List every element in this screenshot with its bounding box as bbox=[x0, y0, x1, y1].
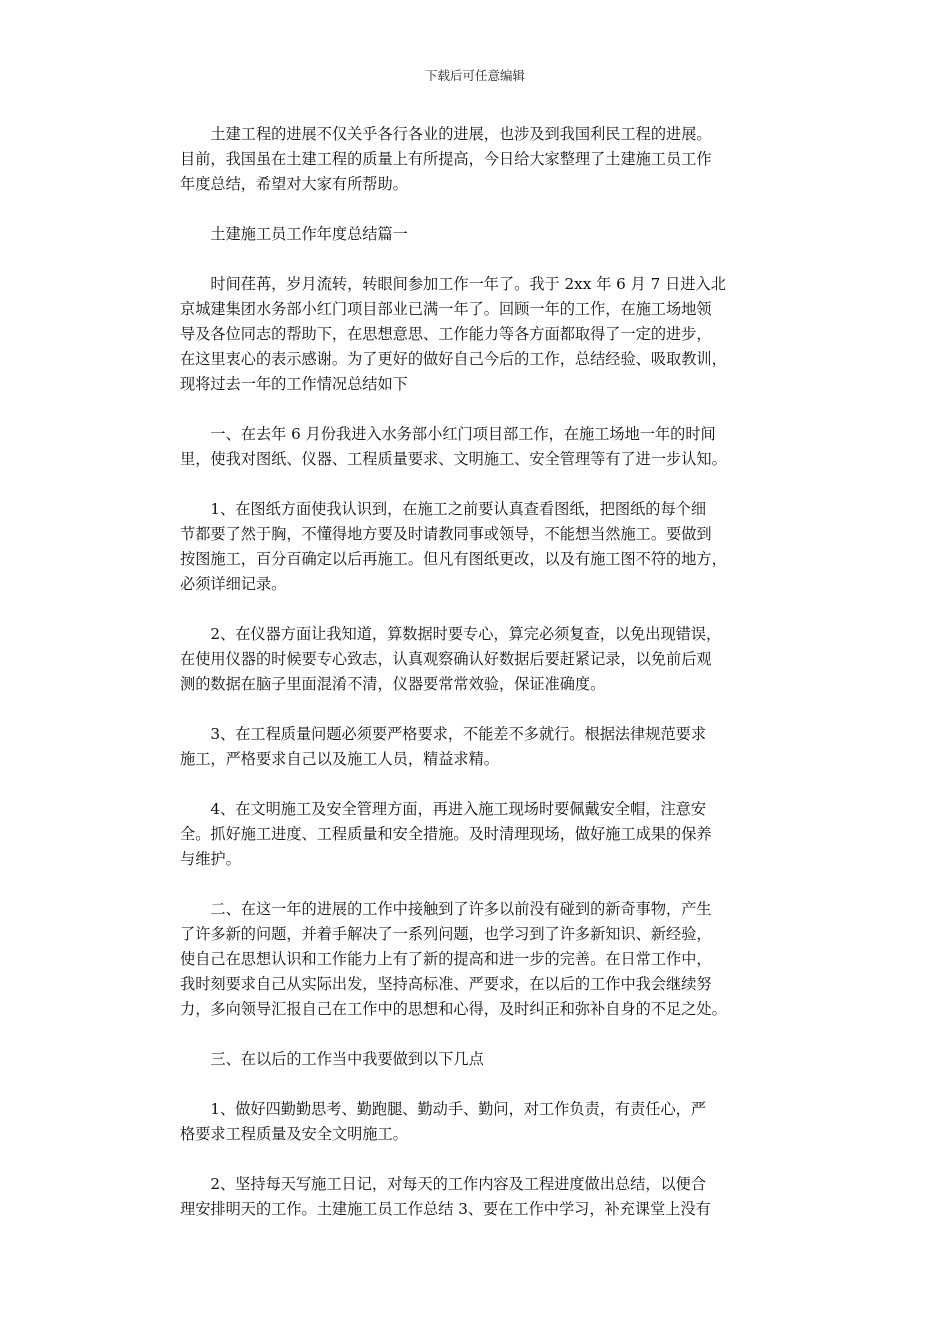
page-header bbox=[0, 68, 950, 84]
text-line: 必须详细记录。 bbox=[180, 575, 287, 593]
text-line: 二、在这一年的进展的工作中接触到了许多以前没有碰到的新奇事物，产生 bbox=[180, 900, 712, 918]
text-line: 节都要了然于胸，不懂得地方要及时请教同事或领导，不能想当然施工。要做到 bbox=[180, 525, 712, 543]
paragraph bbox=[180, 422, 780, 472]
text-line: 年度总结，希望对大家有所帮助。 bbox=[180, 175, 408, 193]
paragraph bbox=[180, 722, 780, 772]
text-line: 我时刻要求自己从实际出发，坚持高标准、严要求，在以后的工作中我会继续努 bbox=[180, 975, 712, 993]
paragraph bbox=[180, 797, 780, 872]
text-line: 1、做好四勤勤思考、勤跑腿、勤动手、勤问，对工作负责，有责任心，严 bbox=[180, 1100, 707, 1118]
text-line: 测的数据在脑子里面混淆不清，仪器要常常效验，保证准确度。 bbox=[180, 675, 606, 693]
text-line: 现将过去一年的工作情况总结如下 bbox=[180, 375, 408, 393]
text-line: 格要求工程质量及安全文明施工。 bbox=[180, 1125, 408, 1143]
text-line: 在使用仪器的时候要专心致志，认真观察确认好数据后要赶紧记录，以免前后观 bbox=[180, 650, 712, 668]
text-line: 在这里衷心的表示感谢。为了更好的做好自己今后的工作，总结经验、吸取教训， bbox=[180, 350, 727, 368]
text-line: 时间荏苒，岁月流转，转眼间参加工作一年了。我于 2xx 年 6 月 7 日进入北 bbox=[180, 275, 726, 293]
text-line: 按图施工，百分百确定以后再施工。但凡有图纸更改，以及有施工图不符的地方， bbox=[180, 550, 727, 568]
text-line: 力，多向领导汇报自己在工作中的思想和心得，及时纠正和弥补自身的不足之处。 bbox=[180, 1000, 727, 1018]
text-line: 理安排明天的工作。土建施工员工作总结 3、要在工作中学习，补充课堂上没有 bbox=[180, 1200, 711, 1218]
text-line: 与维护。 bbox=[180, 850, 241, 868]
section-heading bbox=[180, 222, 780, 247]
paragraph bbox=[180, 897, 780, 1022]
text-line: 导及各位同志的帮助下，在思想意思、工作能力等各方面都取得了一定的进步， bbox=[180, 325, 712, 343]
text-line: 全。抓好施工进度、工程质量和安全措施。及时清理现场，做好施工成果的保养 bbox=[180, 825, 712, 843]
text-line: 2、在仪器方面让我知道，算数据时要专心，算完必须复查，以免出现错误， bbox=[180, 625, 722, 643]
paragraph bbox=[180, 1097, 780, 1147]
text-line: 2、坚持每天写施工日记，对每天的工作内容及工程进度做出总结，以便合 bbox=[180, 1175, 707, 1193]
text-line: 里，使我对图纸、仪器、工程质量要求、文明施工、安全管理等有了进一步认知。 bbox=[180, 450, 727, 468]
section-heading bbox=[180, 1047, 780, 1072]
paragraph bbox=[180, 497, 780, 597]
header-title: 下载后可任意编辑 bbox=[424, 68, 525, 83]
text-line: 1、在图纸方面使我认识到，在施工之前要认真查看图纸，把图纸的每个细 bbox=[180, 500, 707, 518]
paragraph bbox=[180, 622, 780, 697]
text-line: 4、在文明施工及安全管理方面，再进入施工现场时要佩戴安全帽，注意安 bbox=[180, 800, 707, 818]
text-line: 了许多新的问题，并着手解决了一系列问题，也学习到了许多新知识、新经验， bbox=[180, 925, 712, 943]
text-line: 使自己在思想认识和工作能力上有了新的提高和进一步的完善。在日常工作中， bbox=[180, 950, 712, 968]
paragraph bbox=[180, 1172, 780, 1222]
paragraph bbox=[180, 272, 780, 397]
text-line: 土建施工员工作年度总结篇一 bbox=[180, 225, 408, 243]
text-line: 施工，严格要求自己以及施工人员，精益求精。 bbox=[180, 750, 499, 768]
text-line: 三、在以后的工作当中我要做到以下几点 bbox=[180, 1050, 484, 1068]
text-line: 土建工程的进展不仅关乎各行各业的进展，也涉及到我国利民工程的进展。 bbox=[180, 125, 712, 143]
text-line: 京城建集团水务部小红门项目部业已满一年了。回顾一年的工作，在施工场地领 bbox=[180, 300, 712, 318]
text-line: 一、在去年 6 月份我进入水务部小红门项目部工作，在施工场地一年的时间 bbox=[180, 425, 716, 443]
text-line: 目前，我国虽在土建工程的质量上有所提高，今日给大家整理了土建施工员工作 bbox=[180, 150, 712, 168]
paragraph-intro bbox=[180, 122, 780, 197]
document-body bbox=[180, 122, 780, 1247]
text-line: 3、在工程质量问题必须要严格要求，不能差不多就行。根据法律规范要求 bbox=[180, 725, 707, 743]
